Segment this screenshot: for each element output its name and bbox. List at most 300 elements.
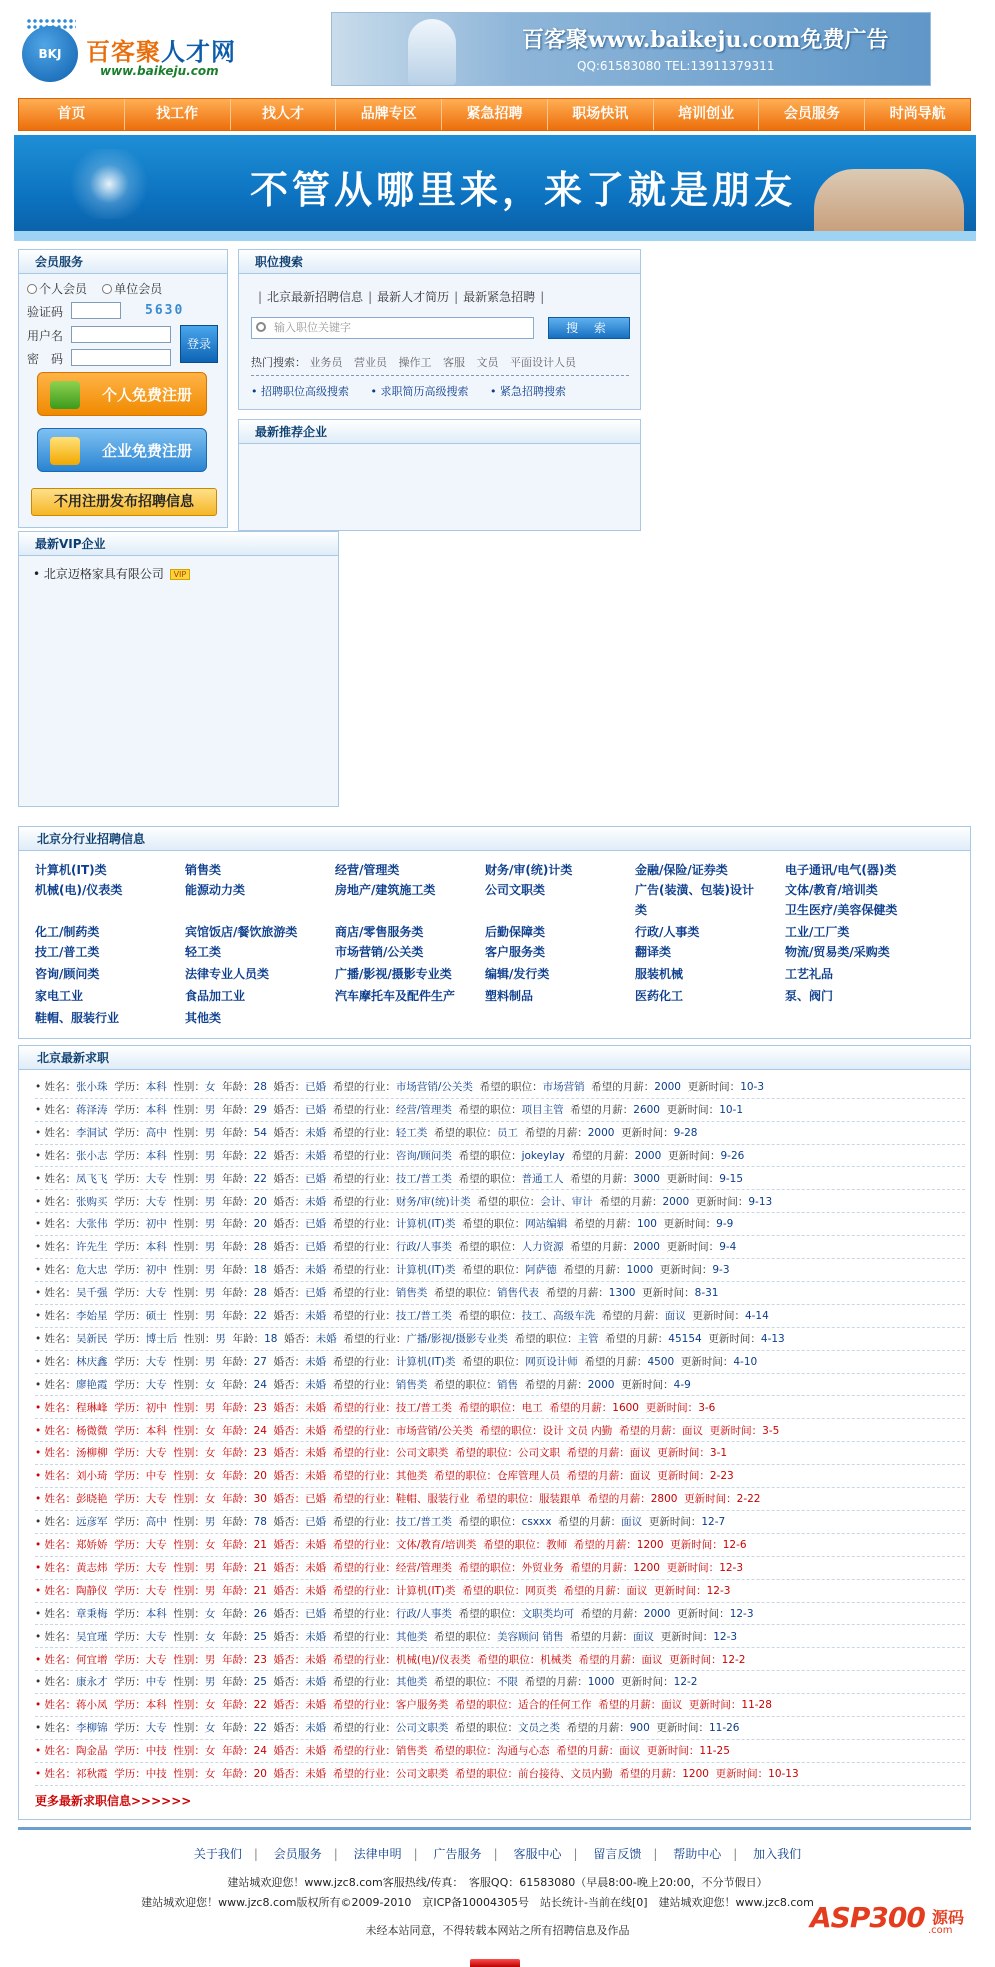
resume-edu: 大专: [145, 1561, 167, 1574]
resume-updated: 9-3: [712, 1264, 730, 1277]
resume-row[interactable]: [35, 1511, 965, 1534]
resume-age: 28: [253, 1081, 267, 1093]
resume-salary: 2000: [587, 1378, 615, 1391]
resume-name[interactable]: 远彦军: [76, 1516, 108, 1529]
resume-field-label: 学历：: [114, 1103, 146, 1116]
resume-field-label: 学历：: [114, 1584, 146, 1597]
captcha-input[interactable]: [71, 302, 121, 319]
hot-search-item[interactable]: 业务员: [309, 356, 343, 369]
resume-field-label: 希望的行业：: [332, 1676, 396, 1689]
resume-name[interactable]: 祁秋霞: [76, 1768, 108, 1780]
resume-field-label: 希望的行业：: [332, 1768, 396, 1780]
resume-field-label: 姓名：: [44, 1287, 77, 1300]
resume-industry: 市场营销/公关类: [395, 1081, 473, 1093]
resume-age: 20: [253, 1768, 267, 1780]
resume-field-label: 婚否：: [273, 1126, 306, 1139]
resume-job: 人力资源: [521, 1241, 564, 1254]
resume-name[interactable]: 廖艳霞: [76, 1378, 108, 1391]
resume-field-label: 姓名：: [44, 1768, 77, 1780]
resume-field-label: 希望的月薪：: [570, 1241, 634, 1254]
resume-field-label: 性别：: [173, 1195, 205, 1208]
footer-link-support[interactable]: 客服中心: [513, 1847, 562, 1861]
resume-married: 未婚: [305, 1584, 327, 1597]
resume-field-label: 希望的行业：: [332, 1584, 396, 1597]
industry-category-link[interactable]: 工艺礼品: [785, 967, 834, 981]
resume-field-label: 婚否：: [273, 1241, 306, 1254]
resume-industry: 技工/普工类: [395, 1172, 452, 1185]
resume-field-label: 希望的月薪：: [524, 1126, 588, 1139]
resume-edu: 本科: [145, 1699, 167, 1712]
resume-field-label: 学历：: [114, 1378, 146, 1391]
recommended-companies-panel: [238, 419, 641, 531]
resume-field-label: 年龄：: [232, 1332, 265, 1345]
resume-row[interactable]: [35, 1465, 965, 1488]
nav-find-job[interactable]: 找工作: [125, 99, 231, 130]
resume-row[interactable]: [35, 1603, 965, 1626]
resume-row[interactable]: [35, 1580, 965, 1603]
resume-field-label: 姓名：: [44, 1241, 77, 1254]
resume-row[interactable]: [35, 1534, 965, 1557]
resume-name[interactable]: 大张伟: [76, 1218, 108, 1231]
nav-news[interactable]: 职场快讯: [548, 99, 654, 130]
resume-edu: 大专: [145, 1287, 167, 1300]
resume-field-label: 希望的月薪：: [580, 1607, 644, 1620]
resume-salary: 面议: [629, 1470, 651, 1483]
resume-job: 不限: [497, 1676, 519, 1689]
industry-category-link[interactable]: 其他类: [185, 1011, 222, 1025]
resume-row[interactable]: [35, 1122, 965, 1145]
resume-field-label: 婚否：: [273, 1653, 306, 1666]
resume-married: 未婚: [305, 1355, 327, 1368]
hot-search-item[interactable]: 文员: [476, 356, 499, 369]
resume-edu: 大专: [145, 1172, 167, 1185]
industry-category-link[interactable]: 医药化工: [635, 989, 684, 1003]
resume-field-label: 希望的行业：: [332, 1493, 396, 1506]
vip-company-name: • 北京迈格家具有限公司: [33, 567, 164, 581]
asp300-logo-url: .com: [928, 1925, 953, 1936]
hot-search-item[interactable]: 操作工: [398, 356, 432, 369]
resume-updated: 12-3: [729, 1607, 754, 1620]
industry-category-link[interactable]: 泵、阀门: [785, 989, 834, 1003]
password-input[interactable]: [71, 349, 171, 366]
resume-row[interactable]: [35, 1076, 965, 1099]
resume-updated: 12-3: [713, 1630, 738, 1643]
urgent-search-link[interactable]: • 紧急招聘搜索: [489, 385, 566, 398]
resume-field-label: 性别：: [173, 1630, 205, 1643]
resume-name[interactable]: 李洞试: [76, 1126, 108, 1139]
resume-name[interactable]: 张小珠: [76, 1081, 108, 1093]
resume-name[interactable]: 郑娇娇: [76, 1539, 108, 1551]
industry-category-link[interactable]: 商店/零售服务类: [335, 925, 424, 939]
resume-field-label: 希望的职位：: [434, 1126, 498, 1139]
footer-link-help[interactable]: 帮助中心: [673, 1847, 722, 1861]
resume-row[interactable]: [35, 1557, 965, 1580]
resume-field-label: 更新时间：: [654, 1584, 707, 1597]
industry-category-link[interactable]: 客户服务类: [485, 945, 546, 959]
nav-home[interactable]: 首页: [19, 99, 125, 130]
resume-field-label: 更新时间：: [657, 1447, 710, 1460]
resume-field-label: 婚否：: [273, 1355, 306, 1368]
resume-name[interactable]: 陶静仪: [76, 1584, 108, 1597]
resume-field-label: 更新时间：: [670, 1539, 723, 1551]
resume-salary: 2000: [587, 1126, 615, 1139]
resume-name[interactable]: 陶金晶: [76, 1745, 108, 1758]
resume-job: 员工: [497, 1126, 519, 1139]
resume-edu: 大专: [145, 1493, 167, 1506]
resume-field-label: 姓名：: [44, 1401, 77, 1414]
resume-name[interactable]: 程琳峰: [76, 1401, 108, 1414]
resume-field-label: 希望的月薪：: [524, 1676, 588, 1689]
post-job-free-button[interactable]: 不用注册发布招聘信息: [31, 488, 217, 516]
resume-job: 仓库管理人员: [497, 1470, 561, 1483]
bullet-icon: •: [35, 1172, 45, 1185]
resume-row[interactable]: [35, 1213, 965, 1236]
resume-field-label: 婚否：: [273, 1607, 306, 1620]
resume-salary: 1200: [636, 1539, 664, 1551]
resume-updated: 4-9: [673, 1378, 691, 1391]
industry-category-link[interactable]: 公司文职类: [485, 883, 546, 897]
industry-category-link[interactable]: 销售类: [185, 863, 222, 877]
industry-category-link[interactable]: 文体/教育/培训类: [785, 883, 878, 897]
nav-find-talent[interactable]: 找人才: [231, 99, 337, 130]
resume-name[interactable]: 吴宜瑾: [76, 1630, 108, 1643]
resume-name[interactable]: 李始星: [76, 1310, 108, 1322]
resume-field-label: 性别：: [173, 1378, 205, 1391]
resume-field-label: 希望的行业：: [332, 1653, 396, 1666]
resume-sex: 男: [204, 1516, 216, 1529]
resume-age: 22: [253, 1172, 267, 1185]
resume-field-label: 更新时间：: [663, 1218, 717, 1231]
resume-field-label: 年龄：: [222, 1126, 254, 1139]
hero-banner: [14, 135, 976, 241]
resume-field-label: 希望的行业：: [332, 1264, 396, 1277]
hot-search-item[interactable]: 营业员: [354, 356, 387, 369]
search-button[interactable]: 搜 索: [548, 317, 630, 339]
bullet-icon: •: [35, 1424, 45, 1437]
industry-category-link[interactable]: 家电工业: [35, 989, 84, 1003]
industry-category-link[interactable]: 电子通讯/电气(器)类: [785, 863, 897, 877]
resume-salary: 1000: [626, 1264, 654, 1277]
resume-edu: 大专: [145, 1447, 167, 1460]
resume-updated: 11-26: [708, 1722, 740, 1735]
industry-category-link[interactable]: 汽车摩托车及配件生产: [335, 989, 456, 1003]
resume-row[interactable]: [35, 1717, 965, 1740]
industry-category-link[interactable]: 金融/保险/证券类: [635, 863, 728, 877]
industry-category-link[interactable]: 翻译类: [635, 945, 672, 959]
resume-row[interactable]: [35, 1168, 965, 1191]
link-urgent-jobs[interactable]: 最新紧急招聘: [463, 290, 536, 304]
top-ad-banner[interactable]: [331, 12, 931, 86]
hot-search-item[interactable]: 客服: [443, 356, 465, 369]
resume-sex: 男: [204, 1126, 216, 1139]
resume-updated: 9-26: [720, 1149, 745, 1162]
nav-urgent[interactable]: 紧急招聘: [442, 99, 548, 130]
bullet-icon: •: [35, 1103, 45, 1116]
advanced-resume-search-link[interactable]: • 求职简历高级搜索: [370, 385, 469, 398]
resume-field-label: 性别：: [173, 1653, 205, 1666]
resume-row[interactable]: [35, 1305, 965, 1328]
resume-name[interactable]: 何宜增: [76, 1653, 108, 1666]
resume-field-label: 姓名：: [44, 1126, 77, 1139]
resume-age: 25: [253, 1676, 267, 1689]
resume-sex: 女: [204, 1447, 216, 1460]
nav-training[interactable]: 培训创业: [654, 99, 760, 130]
resume-row[interactable]: [35, 1671, 965, 1694]
industry-category-link[interactable]: 财务/审(统)计类: [485, 863, 573, 877]
industry-category-link[interactable]: 咨询/顾问类: [35, 967, 100, 981]
resume-married: 已婚: [305, 1287, 327, 1300]
resume-row[interactable]: [35, 1763, 965, 1786]
footer-link-feedback[interactable]: 留言反馈: [593, 1847, 642, 1861]
resume-name[interactable]: 汤柳柳: [76, 1447, 108, 1460]
advanced-job-search-link[interactable]: • 招聘职位高级搜索: [251, 385, 349, 398]
resume-row[interactable]: [35, 1236, 965, 1259]
industry-category-link[interactable]: 能源动力类: [185, 883, 246, 897]
resume-name[interactable]: 刘小琦: [76, 1470, 108, 1483]
industry-category-link[interactable]: 卫生医疗/美容保健类: [785, 903, 898, 917]
resume-field-label: 姓名：: [44, 1149, 77, 1162]
nav-fashion[interactable]: 时尚导航: [889, 106, 946, 122]
resume-field-label: 希望的月薪：: [556, 1745, 620, 1758]
resume-field-label: 婚否：: [273, 1768, 306, 1780]
industry-category-link[interactable]: 编辑/发行类: [485, 967, 550, 981]
resume-name[interactable]: 黄志炜: [76, 1561, 108, 1574]
industry-category-link[interactable]: 轻工类: [185, 945, 222, 959]
login-button[interactable]: 登录: [180, 325, 218, 363]
footer-link-ads[interactable]: 广告服务: [433, 1847, 482, 1861]
link-latest-resumes[interactable]: 最新人才简历: [377, 290, 450, 304]
resume-updated: 2-22: [736, 1493, 761, 1506]
member-panel-title: 会员服务: [19, 250, 227, 274]
resume-salary: 2600: [633, 1103, 660, 1116]
hot-search-item[interactable]: 平面设计人员: [510, 356, 576, 369]
resume-field-label: 希望的月薪：: [573, 1218, 637, 1231]
resume-job: 服装跟单: [539, 1493, 582, 1506]
industry-category-link[interactable]: 技工/普工类: [35, 945, 100, 959]
resume-field-label: 更新时间：: [656, 1722, 709, 1735]
resume-updated: 10-13: [768, 1768, 799, 1780]
resume-age: 78: [253, 1516, 267, 1529]
resume-name[interactable]: 危大忠: [76, 1264, 108, 1277]
resume-name[interactable]: 吴新民: [76, 1332, 108, 1345]
resume-field-label: 学历：: [114, 1561, 146, 1574]
asp300-logo[interactable]: [810, 1893, 985, 1941]
job-keyword-input[interactable]: [251, 317, 534, 339]
resume-job: 技工、高级车洗: [521, 1310, 596, 1322]
resume-married: 未婚: [305, 1653, 327, 1666]
resume-row[interactable]: [35, 1351, 965, 1374]
resume-edu: 本科: [145, 1424, 167, 1437]
industry-category-link[interactable]: 工业/工厂类: [785, 925, 850, 939]
resume-field-label: 希望的职位：: [477, 1195, 541, 1208]
resume-name[interactable]: 彭晓艳: [76, 1493, 108, 1506]
industry-category-link[interactable]: 广播/影视/摄影专业类: [335, 967, 452, 981]
resume-salary: 面议: [664, 1310, 686, 1322]
captcha-label: 验证码: [27, 305, 64, 319]
resume-row[interactable]: [35, 1694, 965, 1717]
resume-field-label: 婚否：: [273, 1745, 306, 1758]
resume-salary: 面议: [629, 1447, 651, 1460]
footer-link-join[interactable]: 加入我们: [753, 1847, 802, 1861]
resume-field-label: 婚否：: [273, 1401, 306, 1414]
resume-row[interactable]: [35, 1191, 965, 1214]
resume-field-label: 希望的行业：: [332, 1103, 396, 1116]
resume-field-label: 学历：: [114, 1172, 146, 1185]
resume-name[interactable]: 蒋泽涛: [76, 1103, 108, 1116]
industry-category-link[interactable]: 房地产/建筑施工类: [335, 883, 436, 897]
resume-job: 设计 文员 内勤: [542, 1424, 613, 1437]
resume-name[interactable]: 蒋小凤: [76, 1699, 108, 1712]
resume-job: 网页类: [525, 1584, 557, 1597]
industry-category-link[interactable]: 市场营销/公关类: [335, 945, 424, 959]
resume-field-label: 学历：: [114, 1539, 146, 1551]
bottom-red-tab: [470, 1959, 520, 1967]
resume-row[interactable]: [35, 1420, 965, 1443]
resume-field-label: 希望的职位：: [458, 1607, 522, 1620]
resume-field-label: 希望的月薪：: [587, 1493, 651, 1506]
resume-field-label: 希望的月薪：: [566, 1447, 630, 1460]
resume-name[interactable]: 杨微微: [76, 1424, 108, 1437]
industry-category-link[interactable]: 化工/制药类: [35, 925, 100, 939]
resume-name[interactable]: 吴千强: [76, 1287, 108, 1300]
resume-sex: 男: [204, 1287, 216, 1300]
resume-name[interactable]: 李柳锦: [76, 1722, 108, 1735]
resume-updated: 3-6: [698, 1401, 716, 1414]
industry-category-link[interactable]: 广告(装潢、包装)设计: [635, 883, 754, 897]
resume-field-label: 姓名：: [44, 1493, 77, 1506]
member-service-panel: [18, 249, 228, 528]
resume-field-label: 性别：: [173, 1149, 205, 1162]
resume-name[interactable]: 康永才: [76, 1676, 108, 1689]
industry-category-link[interactable]: 类: [635, 903, 648, 917]
resume-salary: 面议: [681, 1424, 703, 1437]
resume-field-label: 姓名：: [44, 1355, 77, 1368]
resume-edu: 初中: [145, 1264, 167, 1277]
vip-company-item[interactable]: [33, 565, 190, 582]
industry-category-link[interactable]: 物流/贸易类/采购类: [785, 945, 890, 959]
resume-field-label: 希望的月薪：: [571, 1149, 635, 1162]
resume-industry: 公司文职类: [395, 1447, 449, 1460]
industry-category-link[interactable]: 塑料制品: [485, 989, 534, 1003]
resume-sex: 男: [215, 1332, 226, 1345]
resume-field-label: 性别：: [173, 1561, 205, 1574]
resume-name[interactable]: 林庆鑫: [76, 1355, 108, 1368]
site-logo[interactable]: [22, 18, 252, 82]
resume-field-label: 婚否：: [273, 1081, 306, 1093]
industry-category-link[interactable]: 经营/管理类: [335, 863, 400, 877]
resume-field-label: 性别：: [173, 1516, 205, 1529]
resume-row[interactable]: [35, 1649, 965, 1672]
resume-field-label: 年龄：: [222, 1424, 254, 1437]
resume-field-label: 更新时间：: [666, 1561, 720, 1574]
resume-field-label: 希望的职位：: [434, 1676, 498, 1689]
resume-field-label: 希望的月薪：: [524, 1378, 588, 1391]
industry-category-link[interactable]: 食品加工业: [185, 989, 246, 1003]
resume-row[interactable]: [35, 1374, 965, 1397]
resume-name[interactable]: 张小志: [76, 1149, 108, 1162]
radio-company[interactable]: [102, 284, 112, 294]
footer-link-legal[interactable]: 法律申明: [353, 1847, 402, 1861]
resume-field-label: 年龄：: [222, 1516, 254, 1529]
resume-sex: 男: [204, 1584, 216, 1597]
resume-edu: 硕士: [145, 1310, 167, 1322]
industry-category-link[interactable]: 服装机械: [635, 967, 684, 981]
resume-row[interactable]: [35, 1145, 965, 1168]
username-input[interactable]: [71, 326, 171, 343]
resume-field-label: 姓名：: [44, 1539, 77, 1551]
resume-row[interactable]: [35, 1397, 965, 1420]
resume-salary: 面议: [661, 1699, 683, 1712]
resume-row[interactable]: [35, 1282, 965, 1305]
industry-category-link[interactable]: 法律专业人员类: [185, 967, 270, 981]
resume-field-label: 学历：: [114, 1264, 146, 1277]
resume-updated: 11-28: [741, 1699, 772, 1712]
resume-row[interactable]: [35, 1259, 965, 1282]
link-latest-jobs[interactable]: 北京最新招聘信息: [267, 290, 364, 304]
more-resumes-link[interactable]: 更多最新求职信息>>>>>>: [35, 1794, 192, 1808]
industry-category-link[interactable]: 后勤保障类: [485, 925, 546, 939]
site-header: [18, 10, 978, 90]
resume-row[interactable]: [35, 1099, 965, 1122]
resume-row[interactable]: [35, 1442, 965, 1465]
bullet-icon: •: [35, 1516, 45, 1529]
industry-category-link[interactable]: 计算机(IT)类: [35, 863, 107, 877]
resume-field-label: 性别：: [173, 1470, 205, 1483]
resume-salary: 3000: [633, 1172, 660, 1185]
resume-row[interactable]: [35, 1626, 965, 1649]
radio-personal[interactable]: [27, 284, 37, 294]
bullet-icon: •: [35, 1126, 45, 1139]
footer-link-about[interactable]: 关于我们: [193, 1847, 242, 1861]
resume-field-label: 姓名：: [44, 1561, 77, 1574]
industry-category-link[interactable]: 鞋帽、服装行业: [35, 1011, 120, 1025]
resume-job: 教师: [546, 1539, 568, 1551]
industry-category-link[interactable]: 宾馆饭店/餐饮旅游类: [185, 925, 298, 939]
resume-row[interactable]: [35, 1740, 965, 1763]
resume-field-label: 希望的职位：: [476, 1493, 540, 1506]
resume-name[interactable]: 张购买: [76, 1195, 108, 1208]
resume-field-label: 希望的行业：: [332, 1722, 396, 1735]
resume-row[interactable]: [35, 1328, 965, 1351]
company-register-button[interactable]: [37, 428, 207, 472]
resume-age: 18: [253, 1264, 267, 1277]
resume-name[interactable]: 许先生: [76, 1241, 108, 1254]
divider: [251, 375, 629, 376]
resume-updated: 4-14: [744, 1310, 769, 1322]
industry-category-link[interactable]: 行政/人事类: [635, 925, 700, 939]
resume-field-label: 性别：: [173, 1584, 205, 1597]
resume-salary: 2000: [634, 1149, 662, 1162]
resume-married: 未婚: [305, 1630, 327, 1643]
nav-brands[interactable]: 品牌专区: [336, 99, 442, 130]
resume-name[interactable]: 凤飞飞: [76, 1172, 108, 1185]
company-register-label: 企业免费注册: [101, 442, 192, 460]
resume-industry: 市场营销/公关类: [395, 1424, 473, 1437]
resume-job: 沟通与心态: [497, 1745, 550, 1758]
resume-field-label: 年龄：: [222, 1264, 254, 1277]
resume-name[interactable]: 章秉梅: [76, 1607, 108, 1620]
resume-row[interactable]: [35, 1488, 965, 1511]
resume-field-label: 希望的职位：: [462, 1218, 526, 1231]
footer-link-member[interactable]: 会员服务: [273, 1847, 322, 1861]
radio-personal-label: 个人会员: [39, 282, 88, 296]
resume-field-label: 更新时间：: [666, 1241, 720, 1254]
resume-sex: 男: [204, 1103, 216, 1116]
industry-category-link[interactable]: 机械(电)/仪表类: [35, 883, 123, 897]
personal-register-button[interactable]: [37, 372, 207, 416]
resume-sex: 男: [204, 1653, 216, 1666]
nav-member-service[interactable]: 会员服务: [759, 99, 865, 130]
